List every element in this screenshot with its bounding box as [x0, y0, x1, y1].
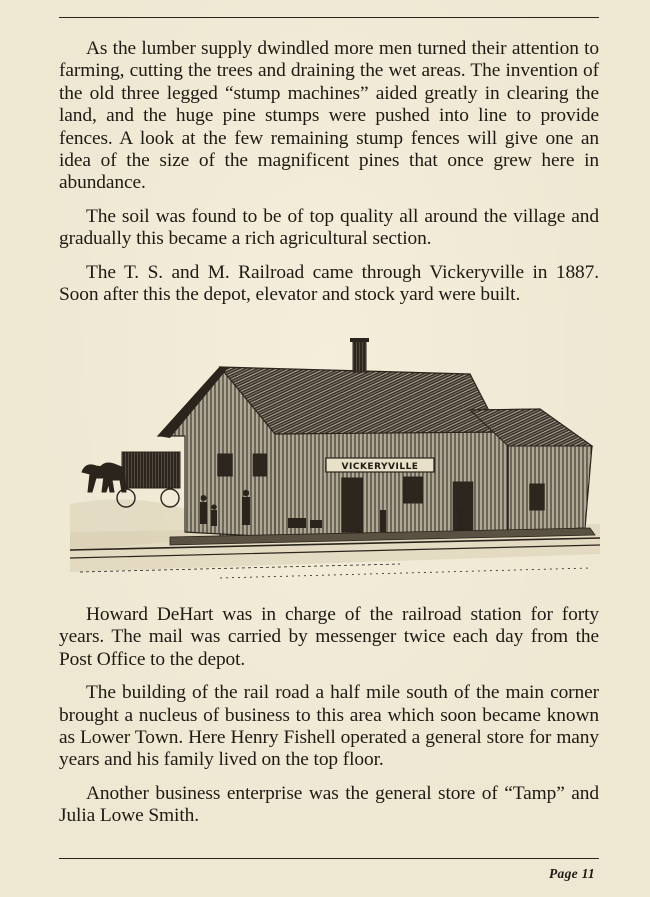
top-text-block — [59, 38, 599, 317]
page-number: Page 11 — [549, 866, 595, 881]
window — [530, 484, 544, 510]
depot-illustration — [70, 332, 600, 584]
station-sign-text: VICKERYVILLE — [341, 462, 419, 472]
paragraph-lower-town: The building of the rail road a half mile south of the main corner brought a nucleus of business to this area which soon became known as Lower Town. Here Henry Fishell operated a general store for many years and his family lived on the top floor. — [59, 682, 599, 771]
chimney — [353, 340, 366, 372]
window — [253, 454, 267, 476]
door — [342, 478, 362, 532]
horse-drawn-wagon — [82, 452, 180, 507]
top-rule — [59, 17, 599, 18]
paragraph-lumber-farming: As the lumber supply dwindled more men turned their attention to farming, cutting the trees and draining the wet areas. The invention of the old three legged “stump machines” aided greatly in clearing the land, and the huge pine stumps were pushed into line to provide fences. A look at the few remaining stump fences will give one an idea of the size of the magnificent pines that once grew here in abundance. — [59, 38, 599, 194]
paragraph-soil-quality: The soil was found to be of top quality all around the village and gradually this became a rich agricultural section. — [59, 205, 599, 250]
bottom-rule — [59, 858, 599, 859]
window — [404, 477, 422, 503]
paragraph-station-agent: Howard DeHart was in charge of the railroad station for forty years. The mail was carried by messenger twice each day from the Post Office to the depot. — [59, 604, 599, 670]
paragraph-railroad-arrival: The T. S. and M. Railroad came through Vickeryville in 1887. Soon after this the depot, elevator and stock yard were built. — [59, 261, 599, 306]
bottom-text-block — [59, 604, 599, 839]
window — [218, 454, 232, 476]
paragraph-general-store: Another business enterprise was the general store of “Tamp” and Julia Lowe Smith. — [59, 782, 599, 827]
